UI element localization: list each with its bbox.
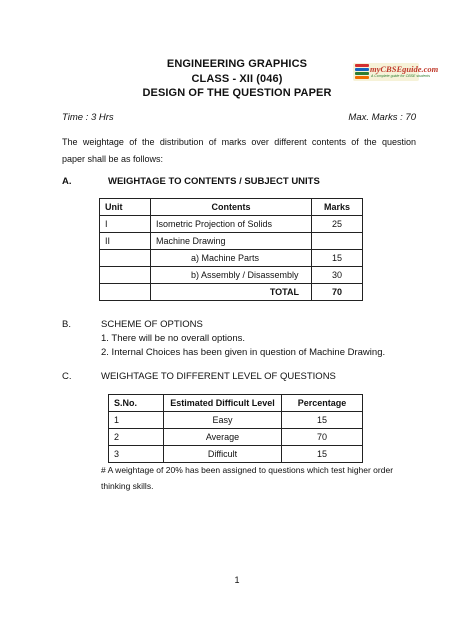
intro-line-2: paper shall be as follows: [62, 154, 164, 164]
mycbseguide-logo [353, 63, 439, 81]
hots-note-line-1: # A weightage of 20% has been assigned to questions which test higher order [101, 465, 394, 475]
cell-percentage: 70 [282, 429, 363, 446]
section-c-heading: WEIGHTAGE TO DIFFERENT LEVEL OF QUESTIONS [101, 371, 336, 382]
table-row [100, 233, 363, 250]
table-row [100, 267, 363, 284]
exam-time: Time : 3 Hrs [62, 112, 114, 123]
table-total-row [100, 284, 363, 301]
cell-content: b) Assembly / Disassembly [151, 267, 312, 284]
cell-unit: I [100, 216, 151, 233]
logo-brand-text: myCBSEguide.com [370, 64, 439, 74]
total-label: TOTAL [151, 284, 312, 301]
cell-sno: 3 [109, 446, 164, 463]
section-b-letter: B. [62, 319, 71, 330]
cell-content: a) Machine Parts [151, 250, 312, 267]
cell-unit [100, 250, 151, 267]
table-row [100, 216, 363, 233]
table-header-row [109, 395, 363, 412]
difficulty-table [108, 394, 363, 463]
doc-title-class: CLASS - XII (046) [191, 73, 283, 85]
doc-title-subject: ENGINEERING GRAPHICS [166, 58, 308, 70]
cell-marks: 25 [312, 216, 363, 233]
page-number: 1 [234, 575, 240, 585]
contents-marks-table [99, 198, 363, 301]
cell-level: Difficult [164, 446, 282, 463]
doc-title-design: DESIGN OF THE QUESTION PAPER [142, 87, 332, 99]
section-c-letter: C. [62, 371, 72, 382]
cell-percentage: 15 [282, 412, 363, 429]
cell-unit [100, 267, 151, 284]
cell-level: Easy [164, 412, 282, 429]
table-row [109, 446, 363, 463]
intro-line-1: The weightage of the distribution of marks over different contents of the question [62, 137, 416, 147]
hots-note-line-2: thinking skills. [101, 481, 154, 491]
cell-percentage: 15 [282, 446, 363, 463]
exam-max-marks: Max. Marks : 70 [348, 112, 416, 123]
cell-marks [312, 233, 363, 250]
total-value: 70 [312, 284, 363, 301]
cell-marks: 30 [312, 267, 363, 284]
table-row [109, 412, 363, 429]
cell-level: Average [164, 429, 282, 446]
cell-content: Isometric Projection of Solids [151, 216, 312, 233]
table-row [100, 250, 363, 267]
cell-marks: 15 [312, 250, 363, 267]
col-marks: Marks [312, 199, 363, 216]
section-a-heading: WEIGHTAGE TO CONTENTS / SUBJECT UNITS [108, 176, 320, 187]
option-item-1: 1. There will be no overall options. [101, 333, 245, 344]
section-b-heading: SCHEME OF OPTIONS [101, 319, 203, 330]
logo-tagline: A Complete guide for CBSE students [371, 74, 430, 78]
cell-sno: 1 [109, 412, 164, 429]
table-row [109, 429, 363, 446]
table-header-row [100, 199, 363, 216]
col-contents: Contents [151, 199, 312, 216]
cell-sno: 2 [109, 429, 164, 446]
col-sno: S.No. [109, 395, 164, 412]
col-unit: Unit [100, 199, 151, 216]
col-percentage: Percentage [282, 395, 363, 412]
cell-content: Machine Drawing [151, 233, 312, 250]
books-icon [355, 64, 369, 80]
cell-unit: II [100, 233, 151, 250]
intro-paragraph [62, 134, 416, 168]
section-a-letter: A. [62, 176, 72, 187]
col-level: Estimated Difficult Level [164, 395, 282, 412]
option-item-2: 2. Internal Choices has been given in question of Machine Drawing. [101, 347, 386, 358]
